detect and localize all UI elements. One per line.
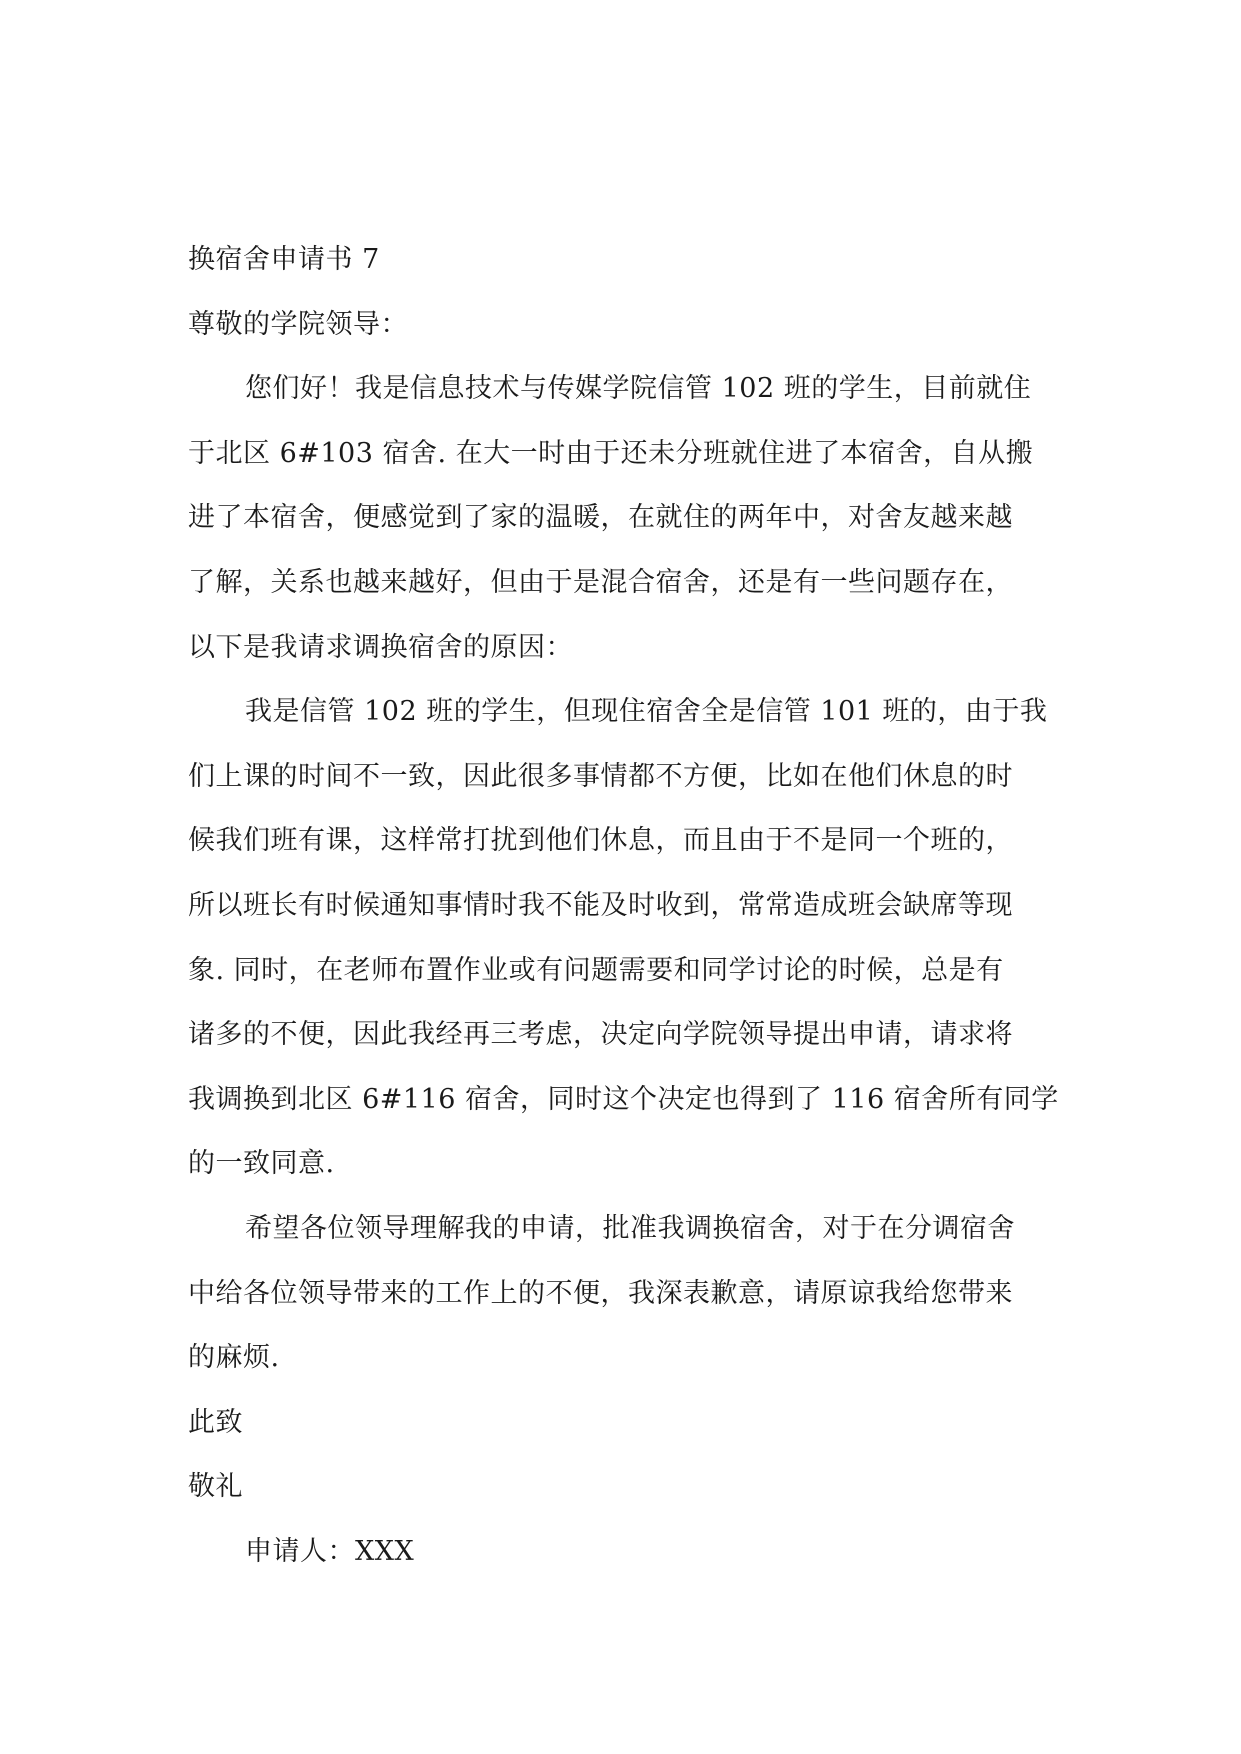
salutation: 尊敬的学院领导： (188, 308, 408, 340)
paragraph-line: 所以班长有时候通知事情时我不能及时收到，常常造成班会缺席等现 (188, 889, 1013, 921)
paragraph-2 (188, 680, 1068, 1197)
paragraph-1 (188, 357, 1068, 680)
closing-line-2: 敬礼 (188, 1471, 243, 1503)
paragraph-line: 象. 同时，在老师布置作业或有问题需要和同学讨论的时候，总是有 (188, 954, 1004, 986)
paragraph-line: 们上课的时间不一致，因此很多事情都不方便，比如在他们休息的时 (188, 760, 1013, 792)
paragraph-line: 希望各位领导理解我的申请，批准我调换宿舍，对于在分调宿舍 (245, 1212, 1015, 1244)
document-body (188, 228, 1068, 1584)
document-title: 换宿舍申请书 7 (188, 244, 380, 275)
paragraph-line: 诸多的不便，因此我经再三考虑，决定向学院领导提出申请，请求将 (188, 1019, 1013, 1051)
closing-line-1: 此致 (188, 1406, 243, 1438)
paragraph-line: 于北区 6#103 宿舍. 在大一时由于还未分班就住进了本宿舍，自从搬 (188, 437, 1034, 469)
paragraph-3 (188, 1197, 1068, 1391)
paragraph-line: 的麻烦. (188, 1342, 280, 1374)
paragraph-line: 的一致同意. (188, 1148, 335, 1180)
paragraph-line: 中给各位领导带来的工作上的不便，我深表歉意，请原谅我给您带来 (188, 1277, 1013, 1309)
signature: 申请人：XXX (245, 1535, 415, 1567)
paragraph-line: 以下是我请求调换宿舍的原因： (188, 631, 573, 663)
paragraph-line: 您们好！我是信息技术与传媒学院信管 102 班的学生，目前就住 (245, 373, 1032, 405)
paragraph-line: 候我们班有课，这样常打扰到他们休息，而且由于不是同一个班的， (188, 825, 1013, 857)
paragraph-line: 了解，关系也越来越好，但由于是混合宿舍，还是有一些问题存在， (188, 566, 1013, 598)
paragraph-line: 进了本宿舍，便感觉到了家的温暖，在就住的两年中，对舍友越来越 (188, 502, 1013, 534)
paragraph-line: 我调换到北区 6#116 宿舍，同时这个决定也得到了 116 宿舍所有同学 (188, 1083, 1059, 1115)
paragraph-line: 我是信管 102 班的学生，但现住宿舍全是信管 101 班的，由于我 (245, 696, 1048, 728)
